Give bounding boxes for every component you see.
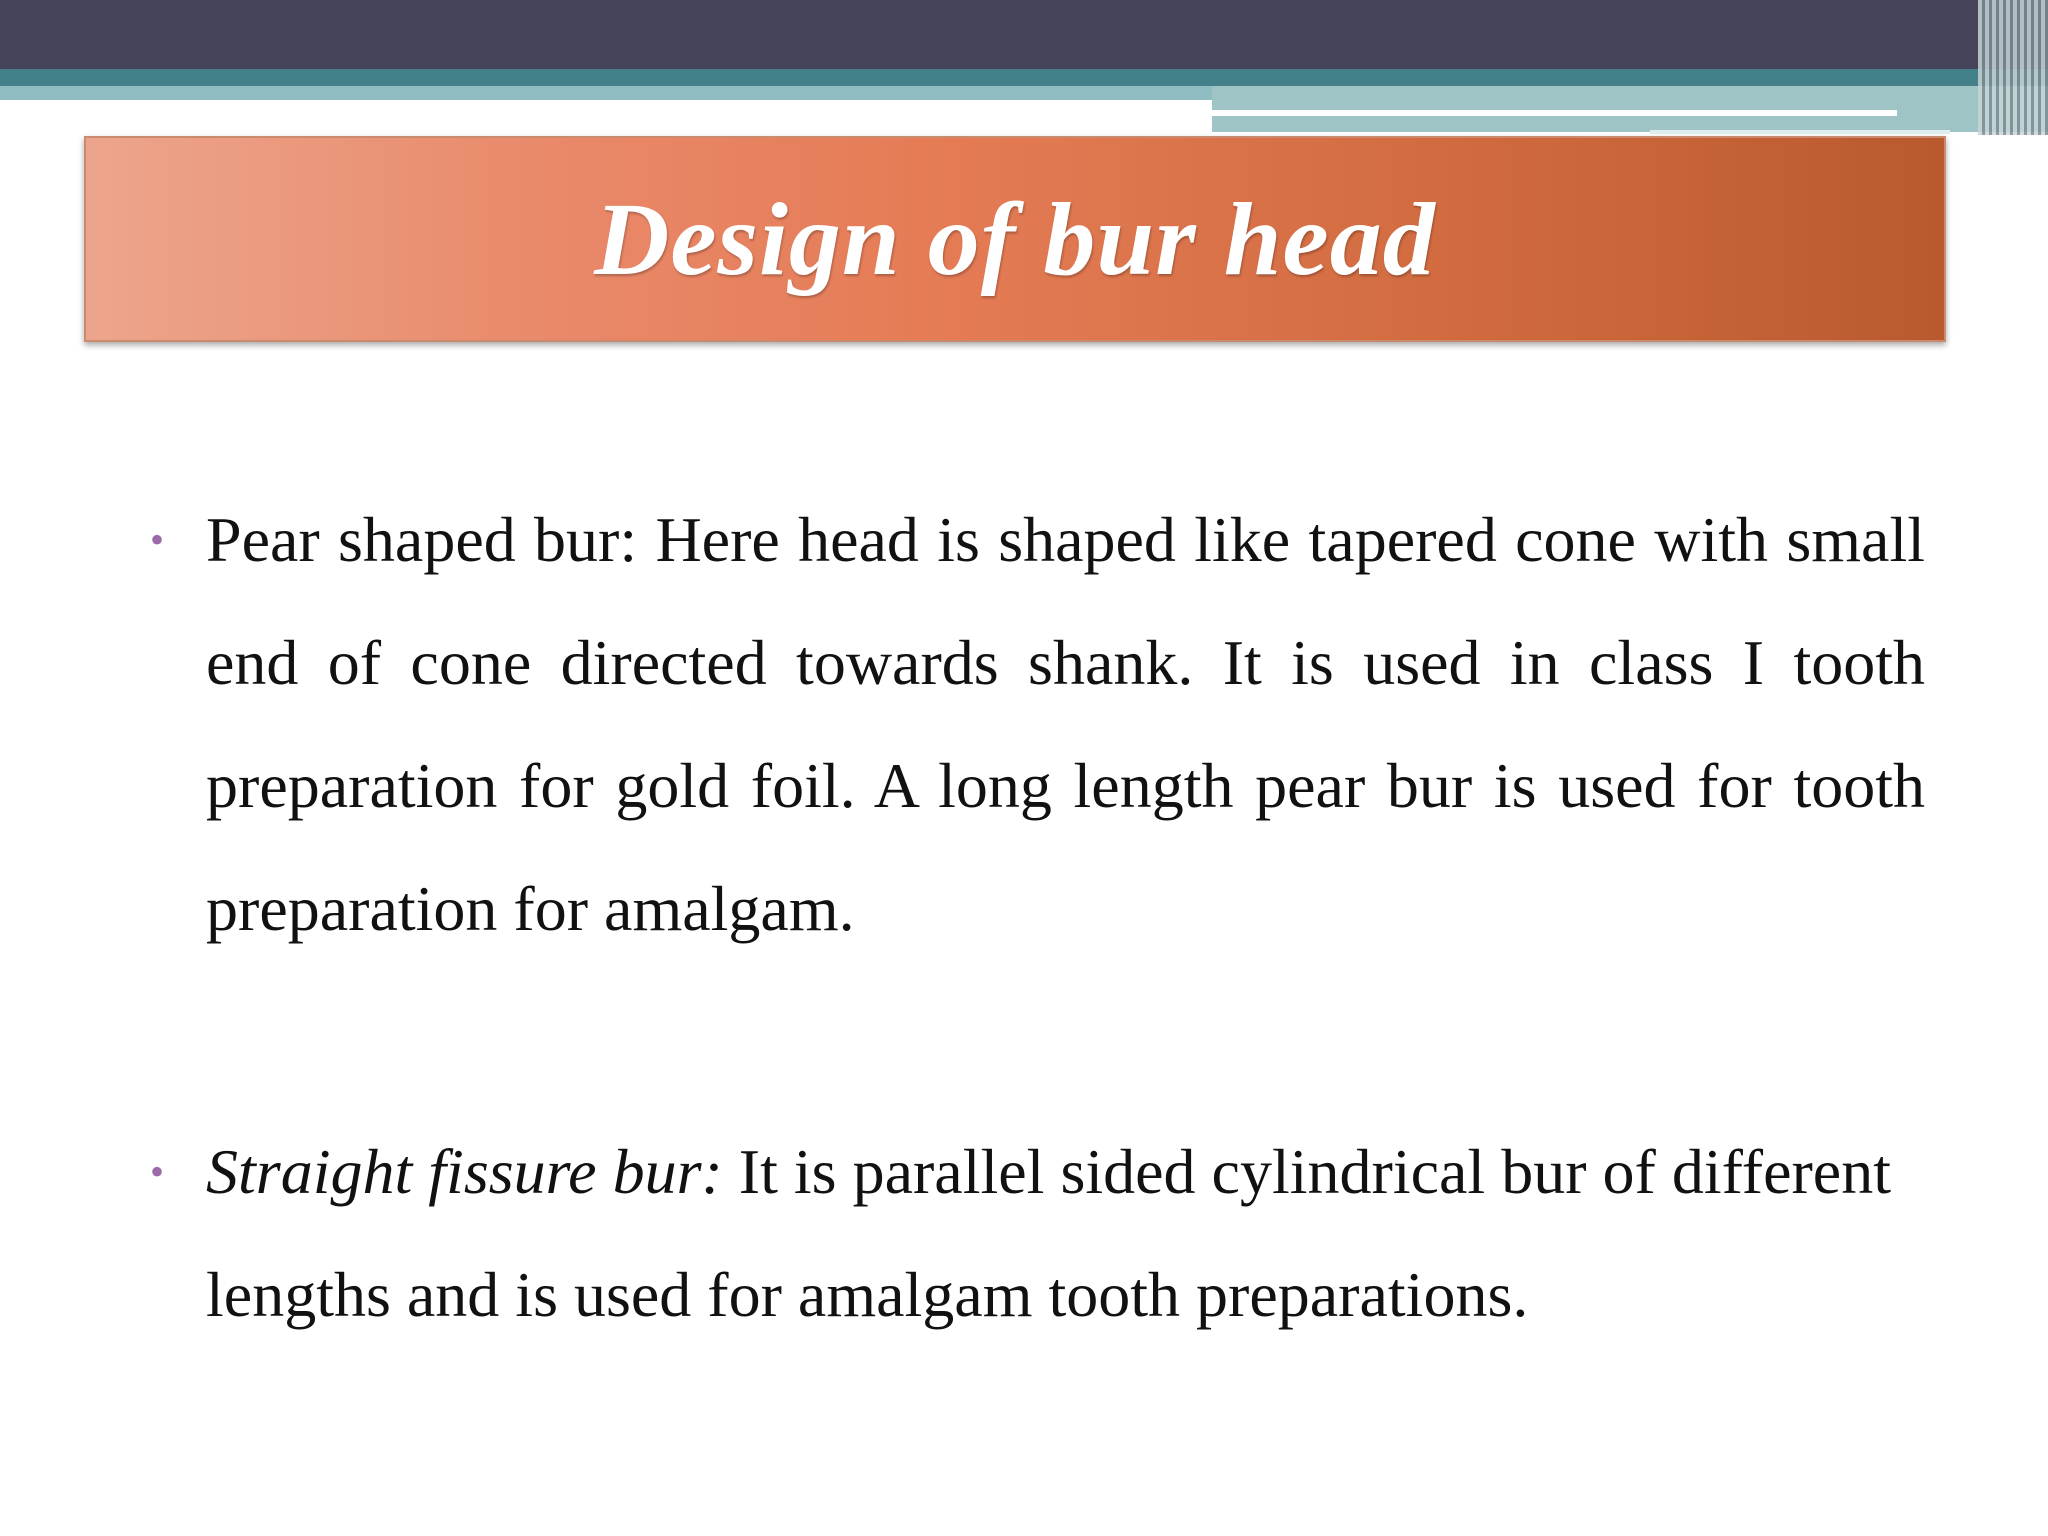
title-banner	[84, 136, 1946, 342]
bullet-text	[206, 1110, 1925, 1356]
corner-stripes-decoration	[1978, 0, 2048, 135]
header-band-teal-light	[0, 86, 1212, 100]
bullet-icon: •	[150, 517, 165, 562]
bullet-item-straight-fissure-bur	[150, 1110, 1925, 1356]
bullet-icon: •	[150, 1149, 165, 1194]
bullet-body: It is parallel sided cylindrical bur of different lengths and is used for amalgam tooth preparations.	[206, 1136, 1891, 1330]
header-band-teal-right	[1212, 86, 2048, 132]
bullet-lead: Straight fissure bur:	[206, 1136, 723, 1207]
header-accent-line-thin	[1650, 130, 1950, 134]
bullet-body: Pear shaped bur: Here head is shaped like tapered cone with small end of cone directed towards shank. It is used in class I tooth preparation for gold foil. A long length pear bur is used for tooth preparation for amalgam.	[206, 504, 1925, 944]
slide-title: Design of bur head	[594, 181, 1436, 297]
bullet-item-pear-shaped-bur	[150, 478, 1925, 970]
header-accent-line	[1212, 110, 1897, 116]
header-band-dark	[0, 0, 2048, 69]
header-band-teal	[0, 69, 2048, 86]
bullet-text	[206, 478, 1925, 970]
